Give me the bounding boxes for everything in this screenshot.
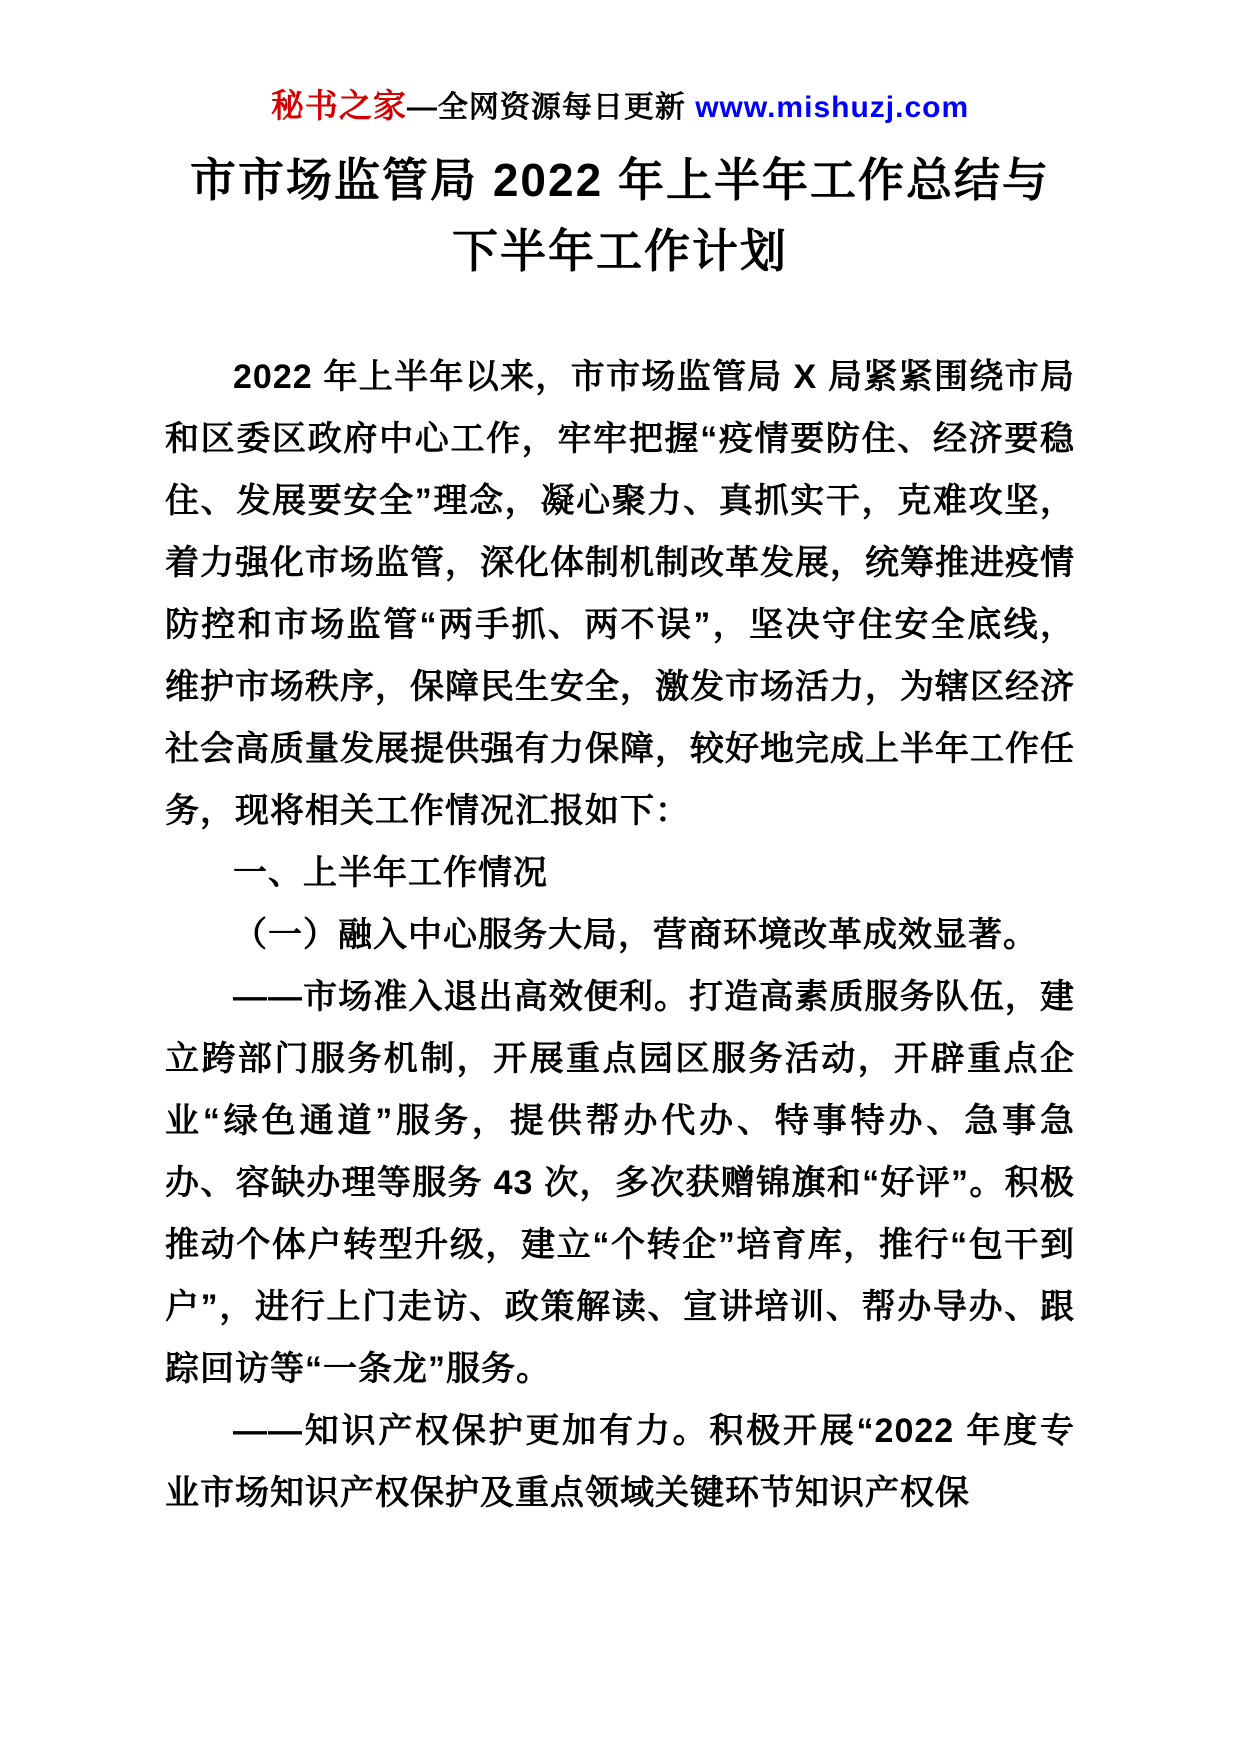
document-title-line-1: 市市场监管局 2022 年上半年工作总结与 — [190, 154, 1050, 206]
site-header — [165, 80, 1075, 127]
site-url-link[interactable]: www.mishuzj.com — [695, 91, 970, 124]
document-body — [165, 346, 1075, 1524]
subsection-heading-service-environment: （一）融入中心服务大局，营商环境改革成效显著。 — [233, 915, 1038, 954]
paragraph-intro: 2022 年上半年以来，市市场监管局 X 局紧紧围绕市局和区委区政府中心工作，牢牢把握“疫情要防住、经济要稳住、发展要安全”理念，凝心聚力、真抓实干，克难攻坚，着力强化市场监管，深化体制机制改革发展，统筹推进疫情防控和市场监管“两手抓、两不误”，坚决守住安全底线，维护市场秩序，保障民生安全，激发市场活力，为辖区经济社会高质量发展提供强有力保障，较好地完成上半年工作任务，现将相关工作情况汇报如下： — [165, 357, 1075, 830]
section-heading-first-half-year: 一、上半年工作情况 — [233, 853, 548, 892]
paragraph-market-entry-exit: ——市场准入退出高效便利。打造高素质服务队伍，建立跨部门服务机制，开展重点园区服务活动，开辟重点企业“绿色通道”服务，提供帮办代办、特事特办、急事急办、容缺办理等服务 43 次，多次获赠锦旗和“好评”。积极推动个体户转型升级，建立“个转企”培育库，推行“包干到户”，进行上门走访、政策解读、宣讲培训、帮办导办、跟踪回访等“一条龙”服务。 — [165, 977, 1075, 1388]
document-title-line-2: 下半年工作计划 — [452, 225, 788, 278]
paragraph-ip-protection: ——知识产权保护更加有力。积极开展“2022 年度专业市场知识产权保护及重点领域关键环节知识产权保 — [165, 1411, 1075, 1512]
document-title — [165, 145, 1075, 288]
site-tagline: —全网资源每日更新 — [406, 91, 696, 124]
site-brand: 秘书之家 — [270, 87, 407, 124]
